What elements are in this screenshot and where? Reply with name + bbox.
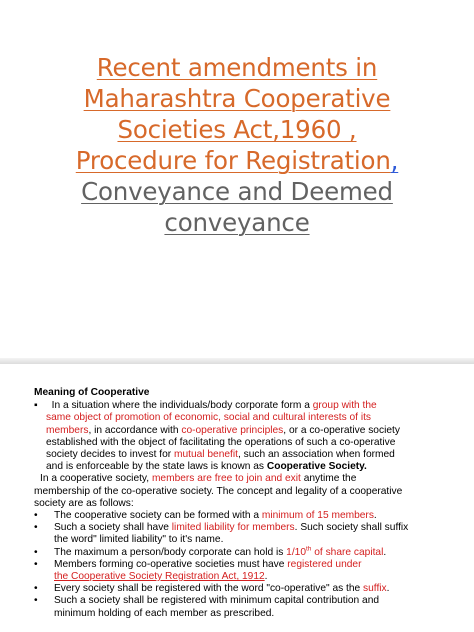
- title-line-1: Recent amendments in: [96, 53, 378, 82]
- slide-divider: [0, 358, 474, 364]
- title-line-4-comma: ,: [390, 146, 399, 175]
- list-item: • Members forming co-operative societies must have registered under the Cooperative Society Registration Act, 1912.: [34, 558, 362, 583]
- list-item: • The maximum a person/body corporate can hold is 1/10th of share capital.: [34, 545, 387, 558]
- section-heading: Meaning of Cooperative: [34, 387, 150, 398]
- title-line-5: Conveyance and Deemed: [81, 177, 393, 206]
- title-line-3: Societies Act,1960 ,: [117, 115, 357, 144]
- list-item: • The cooperative society can be formed with a minimum of 15 members.: [34, 510, 377, 522]
- paragraph-membership: In a cooperative society, members are free to join and exit anytime the membership of the co-operative society. The concept and legality of a cooperative society are as follows:: [34, 473, 403, 509]
- list-item: • Every society shall be registered with the word "co-operative" as the suffix.: [34, 583, 390, 595]
- content-slide: [0, 366, 474, 632]
- square-bullet: ▪: [34, 400, 38, 412]
- slide-title: [30, 52, 444, 238]
- title-line-6: conveyance: [164, 208, 310, 237]
- title-line-2: Maharashtra Cooperative: [83, 84, 391, 113]
- list-item: • Such a society shall have limited liability for members. Such society shall suffix the word" limited liability" to it's name.: [34, 522, 409, 546]
- title-line-4: Procedure for Registration: [75, 146, 391, 175]
- list-item: • Such a society shall be registered with minimum capital contribution and minimum holding of each member as prescribed.: [34, 595, 380, 619]
- content-body: [34, 387, 454, 620]
- paragraph-definition: ▪ In a situation where the individuals/body corporate form a group with the same object of promotion of economic, social and cultural interests of its members, in accordance with co-operative principles, or a co-operative society established with the object of facilitating the operations of such a co-operative society decides to invest for mutual benefit, such an association when formed and is enforceable by the state laws is known as Cooperative Society.: [34, 400, 400, 473]
